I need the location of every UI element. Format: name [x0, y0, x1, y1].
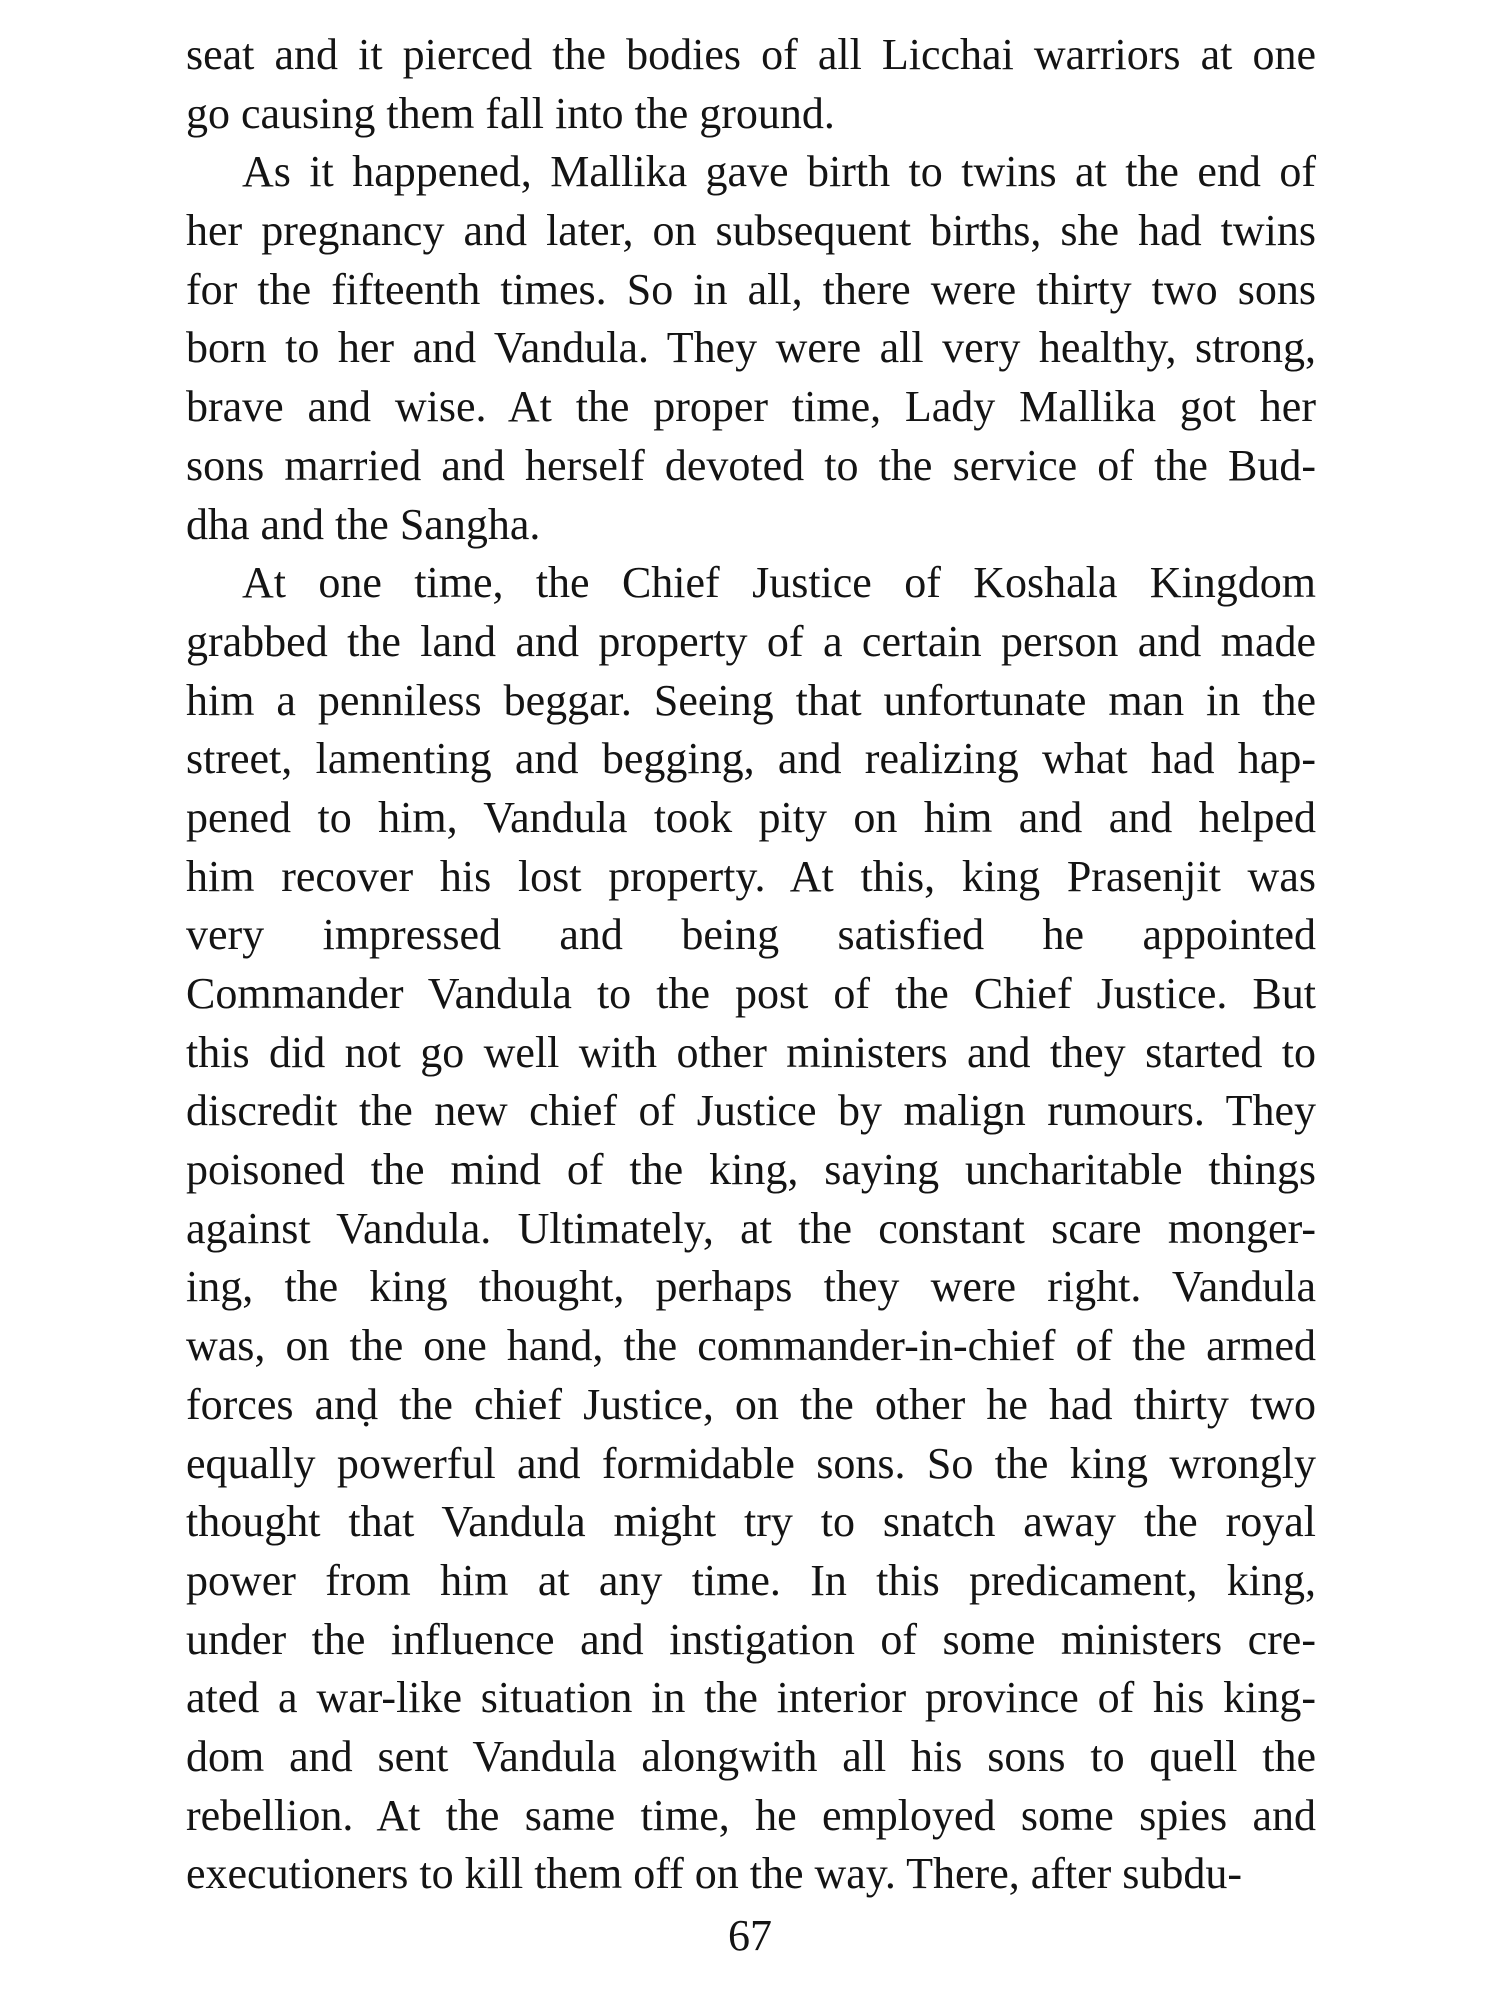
- text-line: him a penniless beggar. Seeing that unfortunate man in the: [186, 675, 1316, 725]
- text-line: street, lamenting and begging, and realizing what had hap-: [186, 734, 1316, 784]
- text-line: seat and it pierced the bodies of all Licchai warriors at one: [186, 30, 1316, 79]
- text-line: pened to him, Vandula took pity on him and and helped: [186, 792, 1316, 842]
- text-line: for the fifteenth times. So in all, there were thirty two sons: [186, 264, 1316, 314]
- text-line: was, on the one hand, the commander-in-chief of the armed: [186, 1321, 1316, 1371]
- text-line: poisoned the mind of the king, saying uncharitable things: [186, 1145, 1316, 1195]
- text-line: thought that Vandula might try to snatch away the royal: [186, 1497, 1316, 1547]
- paragraph: [186, 143, 1316, 554]
- text-line: dha and the Sangha.: [186, 499, 541, 549]
- text-line: dom and sent Vandula alongwith all his sons to quell the: [186, 1731, 1316, 1781]
- body-text: [186, 26, 1316, 1904]
- text-line: At one time, the Chief Justice of Koshala Kingdom: [242, 558, 1316, 608]
- page-number: 67: [728, 1911, 772, 1960]
- paragraph: [186, 26, 1316, 143]
- paragraph: [186, 554, 1316, 1904]
- text-line: go causing them fall into the ground.: [186, 88, 835, 138]
- text-line: him recover his lost property. At this, king Prasenjit was: [186, 851, 1316, 901]
- text-line: rebellion. At the same time, he employed some spies and: [186, 1790, 1316, 1840]
- text-line: very impressed and being satisfied he appointed: [186, 910, 1316, 960]
- text-line: her pregnancy and later, on subsequent births, she had twins: [186, 206, 1316, 256]
- text-line: executioners to kill them off on the way. There, after subdu-: [186, 1849, 1243, 1899]
- text-line: equally powerful and formidable sons. So the king wrongly: [186, 1438, 1316, 1488]
- text-line: As it happened, Mallika gave birth to twins at the end of: [242, 147, 1316, 197]
- text-line: Commander Vandula to the post of the Chief Justice. But: [186, 969, 1316, 1018]
- text-line: grabbed the land and property of a certain person and made: [186, 616, 1316, 666]
- text-line: under the influence and instigation of some ministers cre-: [186, 1614, 1316, 1664]
- text-line: this did not go well with other ministers and they started to: [186, 1027, 1316, 1077]
- text-line: ated a war-like situation in the interior province of his king-: [186, 1673, 1316, 1723]
- text-line: power from him at any time. In this predicament, king,: [186, 1555, 1316, 1605]
- text-line: ing, the king thought, perhaps they were right. Vandula: [186, 1262, 1316, 1312]
- text-line: forces anḍ the chief Justice, on the other he had thirty two: [186, 1379, 1316, 1429]
- text-line: discredit the new chief of Justice by malign rumours. They: [186, 1086, 1316, 1136]
- text-line: brave and wise. At the proper time, Lady Mallika got her: [186, 382, 1316, 432]
- text-line: against Vandula. Ultimately, at the constant scare monger-: [186, 1203, 1316, 1253]
- text-line: born to her and Vandula. They were all very healthy, strong,: [186, 323, 1316, 373]
- text-line: sons married and herself devoted to the service of the Bud-: [186, 440, 1316, 490]
